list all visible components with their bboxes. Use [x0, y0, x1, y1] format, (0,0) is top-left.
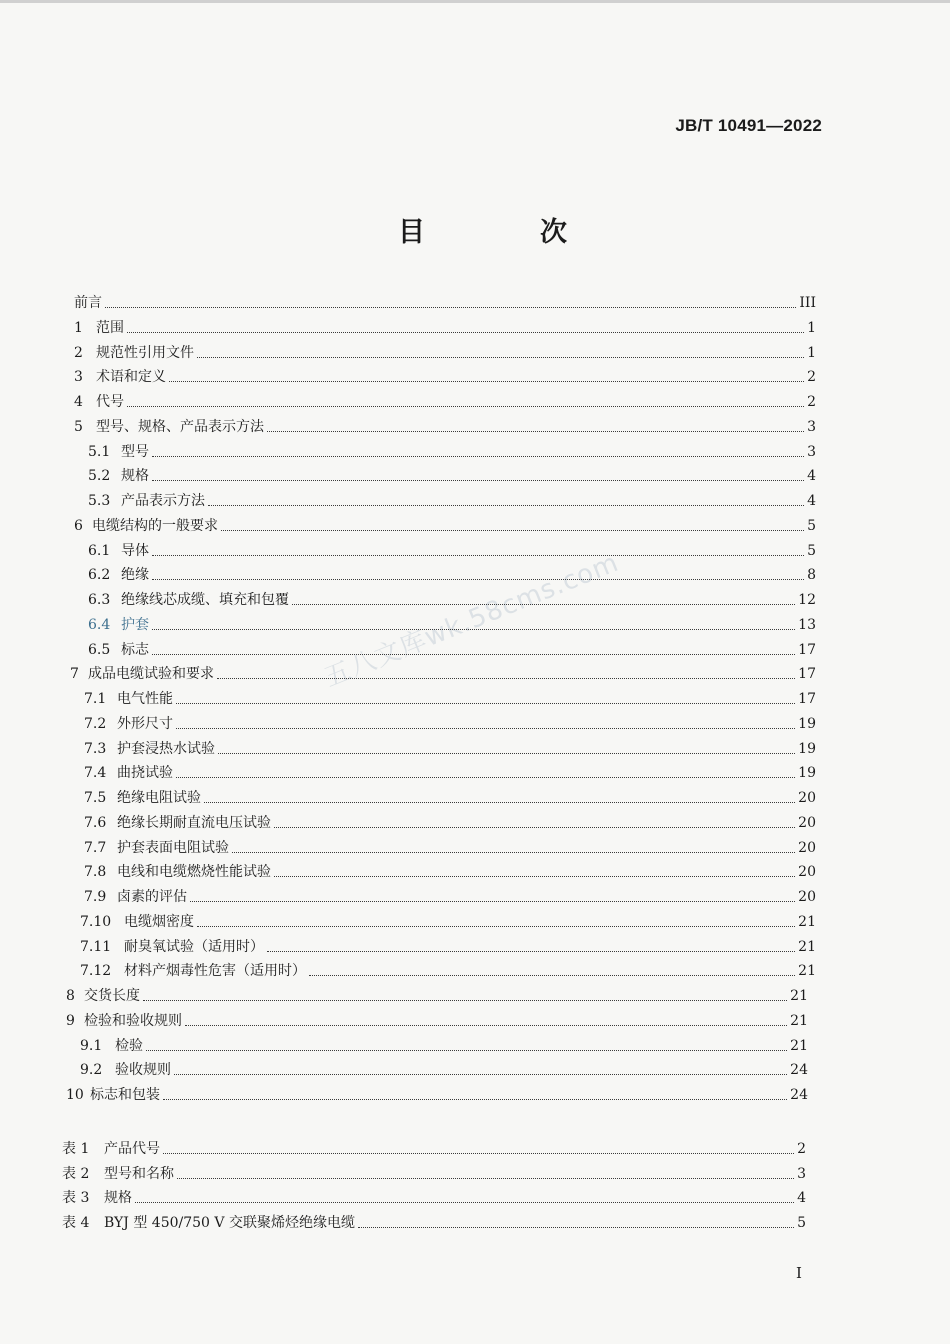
- entry-page: 20: [798, 790, 816, 806]
- toc-entry[interactable]: [84, 834, 816, 858]
- entry-page: 24: [790, 1062, 808, 1079]
- dot-leader: [169, 381, 804, 382]
- entry-number: 6.4: [88, 616, 111, 633]
- toc-entry[interactable]: [88, 636, 816, 660]
- toc-entry[interactable]: [84, 735, 816, 759]
- entry-label: 验收规则: [115, 1062, 171, 1079]
- entry-label: 标志: [121, 641, 149, 658]
- entry-label: 成品电缆试验和要求: [88, 666, 214, 683]
- entry-label: 型号、规格、产品表示方法: [96, 418, 264, 435]
- entry-label: 外形尺寸: [117, 715, 173, 732]
- entry-label: 前言: [74, 295, 102, 311]
- entry-page: 20: [798, 839, 816, 856]
- entry-number: 6: [74, 517, 83, 534]
- entry-label: 绝缘电阻试验: [117, 790, 201, 806]
- entry-number: 9: [66, 1012, 75, 1029]
- dot-leader: [217, 678, 795, 679]
- entry-page: 2: [807, 369, 816, 386]
- dot-leader: [218, 753, 795, 754]
- entry-page: 5: [807, 542, 816, 559]
- entry-page: 20: [798, 889, 816, 905]
- entry-label: 绝缘长期耐直流电压试验: [117, 814, 271, 831]
- toc-entry[interactable]: [88, 561, 816, 585]
- entry-label: 绝缘线芯成缆、填充和包覆: [121, 592, 289, 608]
- dot-leader: [152, 555, 804, 556]
- dot-leader: [152, 579, 804, 580]
- dot-leader: [208, 505, 804, 506]
- dot-leader: [309, 975, 795, 976]
- dot-leader: [185, 1025, 787, 1026]
- entry-page: 21: [798, 913, 816, 930]
- entry-label: 曲挠试验: [117, 765, 173, 782]
- table-list-entry[interactable]: [62, 1160, 806, 1184]
- dot-leader: [267, 431, 804, 432]
- watermark-text: 五八文库wk.58cms.com: [320, 547, 624, 694]
- dot-leader: [177, 1178, 794, 1179]
- entry-page: 3: [797, 1165, 806, 1182]
- dot-leader: [204, 802, 795, 803]
- entry-label: 耐臭氧试验（适用时）: [124, 938, 264, 955]
- entry-label: 卤素的评估: [117, 889, 187, 905]
- entry-number: 6.5: [88, 641, 111, 658]
- entry-number: 9.2: [80, 1062, 103, 1079]
- toc-entry[interactable]: [84, 883, 816, 907]
- toc-entry[interactable]: [88, 462, 816, 486]
- entry-page: 19: [798, 715, 816, 732]
- dot-leader: [221, 530, 804, 531]
- dot-leader: [146, 1050, 787, 1051]
- entry-label: 护套: [121, 616, 149, 633]
- entry-page: III: [799, 295, 816, 311]
- entry-page: 17: [798, 666, 816, 683]
- toc-entry[interactable]: [84, 685, 816, 709]
- entry-page: 2: [797, 1141, 806, 1157]
- toc-entry[interactable]: [74, 339, 816, 363]
- entry-number: 1: [74, 319, 83, 336]
- toc-entry[interactable]: [74, 512, 816, 536]
- dot-leader: [152, 629, 795, 630]
- entry-label: 电缆烟密度: [124, 913, 194, 930]
- entry-label: 导体: [121, 542, 149, 559]
- entry-label: 电气性能: [117, 691, 173, 707]
- entry-page: 4: [807, 468, 816, 485]
- entry-number: 5.2: [88, 468, 111, 485]
- entry-label: 护套浸热水试验: [117, 740, 215, 757]
- entry-number: 7: [70, 666, 79, 683]
- entry-number: 7.11: [80, 938, 112, 955]
- toc-entry[interactable]: [88, 611, 816, 635]
- dot-leader: [358, 1227, 794, 1228]
- toc-entry[interactable]: [88, 487, 816, 511]
- entry-number: 9.1: [80, 1037, 103, 1054]
- entry-page: 19: [798, 765, 816, 782]
- toc-entry[interactable]: [88, 438, 816, 462]
- entry-label: 型号: [121, 443, 149, 460]
- entry-page: 21: [798, 938, 816, 955]
- entry-number: 7.12: [80, 963, 112, 980]
- entry-label: 电线和电缆燃烧性能试验: [117, 864, 271, 881]
- toc-entry[interactable]: [80, 908, 816, 932]
- entry-label: 型号和名称: [104, 1165, 174, 1182]
- table-list-entry[interactable]: [62, 1184, 806, 1208]
- entry-page: 21: [798, 963, 816, 980]
- entry-page: 17: [798, 641, 816, 658]
- entry-number: 7.8: [84, 864, 107, 881]
- entry-label: 交货长度: [84, 988, 140, 1004]
- entry-label: 材料产烟毒性危害（适用时）: [124, 963, 306, 980]
- entry-page: 5: [807, 517, 816, 534]
- entry-number: 5.1: [88, 443, 111, 460]
- dot-leader: [176, 703, 795, 704]
- entry-page: 21: [790, 1012, 808, 1029]
- entry-page: 17: [798, 691, 816, 707]
- entry-number: 表 4: [62, 1214, 90, 1231]
- dot-leader: [105, 307, 796, 308]
- dot-leader: [152, 456, 804, 457]
- dot-leader: [174, 1074, 787, 1075]
- toc-entry[interactable]: [80, 1056, 808, 1080]
- entry-label: 范围: [96, 319, 124, 336]
- standard-code: JB/T 10491—2022: [675, 116, 822, 135]
- toc-entry[interactable]: [74, 289, 816, 313]
- toc-entry[interactable]: [84, 858, 816, 882]
- entry-number: 表 3: [62, 1190, 90, 1207]
- entry-page: 3: [807, 443, 816, 460]
- entry-number: 表 1: [62, 1141, 90, 1157]
- entry-label: 电缆结构的一般要求: [92, 517, 218, 534]
- toc-entry[interactable]: [80, 933, 816, 957]
- dot-leader: [143, 1000, 787, 1001]
- entry-number: 7.3: [84, 740, 107, 757]
- toc-entry[interactable]: [66, 1081, 808, 1105]
- entry-page: 3: [807, 418, 816, 435]
- entry-page: 1: [807, 319, 816, 336]
- toc-entry[interactable]: [80, 957, 816, 981]
- dot-leader: [127, 332, 804, 333]
- entry-number: 5: [74, 418, 83, 435]
- entry-number: 5.3: [88, 493, 111, 509]
- entry-label: 代号: [96, 394, 124, 410]
- entry-page: 19: [798, 740, 816, 757]
- entry-page: 12: [798, 592, 816, 608]
- dot-leader: [176, 728, 795, 729]
- entry-page: 20: [798, 814, 816, 831]
- toc-entry[interactable]: [84, 710, 816, 734]
- dot-leader: [135, 1202, 794, 1203]
- entry-label: BYJ 型 450/750 V 交联聚烯烃绝缘电缆: [104, 1214, 355, 1231]
- entry-number: 7.6: [84, 814, 107, 831]
- dot-leader: [190, 901, 795, 902]
- toc-entry[interactable]: [88, 586, 816, 610]
- dot-leader: [232, 852, 795, 853]
- scan-edge: [0, 0, 950, 3]
- dot-leader: [274, 876, 795, 877]
- entry-number: 7.7: [84, 839, 107, 856]
- toc-entry[interactable]: [74, 388, 816, 412]
- table-list-entry[interactable]: [62, 1209, 806, 1233]
- entry-label: 规格: [121, 468, 149, 485]
- toc-entry[interactable]: [84, 759, 816, 783]
- entry-page: 20: [798, 864, 816, 881]
- dot-leader: [292, 604, 795, 605]
- entry-page: 5: [797, 1214, 806, 1231]
- dot-leader: [267, 951, 795, 952]
- dot-leader: [152, 480, 804, 481]
- toc-entry[interactable]: [80, 1032, 808, 1056]
- entry-number: 8: [66, 988, 75, 1004]
- entry-label: 规范性引用文件: [96, 344, 194, 361]
- toc-entry[interactable]: [70, 660, 816, 684]
- entry-page: 21: [790, 1037, 808, 1054]
- entry-label: 规格: [104, 1190, 132, 1207]
- entry-number: 7.5: [84, 790, 107, 806]
- entry-number: 7.10: [80, 913, 112, 930]
- dot-leader: [197, 357, 804, 358]
- entry-label: 检验和验收规则: [84, 1012, 182, 1029]
- entry-number: 6.3: [88, 592, 111, 608]
- entry-label: 标志和包装: [90, 1087, 160, 1103]
- dot-leader: [197, 926, 795, 927]
- dot-leader: [176, 777, 795, 778]
- entry-label: 绝缘: [121, 567, 149, 584]
- entry-number: 7.4: [84, 765, 107, 782]
- entry-page: 4: [807, 493, 816, 509]
- entry-number: 7.2: [84, 715, 107, 732]
- entry-number: 4: [74, 394, 83, 410]
- dot-leader: [163, 1099, 787, 1100]
- entry-page: 2: [807, 394, 816, 410]
- toc-entry[interactable]: [66, 982, 808, 1006]
- page-number: I: [796, 1264, 802, 1282]
- entry-label: 产品代号: [104, 1141, 160, 1157]
- entry-page: 24: [790, 1087, 808, 1103]
- entry-number: 7.9: [84, 889, 107, 905]
- entry-label: 检验: [115, 1037, 143, 1054]
- dot-leader: [163, 1153, 794, 1154]
- entry-number: 6.2: [88, 567, 111, 584]
- entry-number: 7.1: [84, 691, 107, 707]
- entry-label: 产品表示方法: [121, 493, 205, 509]
- entry-page: 13: [798, 616, 816, 633]
- page-title: 目 次: [398, 217, 611, 248]
- entry-page: 1: [807, 344, 816, 361]
- entry-number: 6.1: [88, 542, 111, 559]
- toc-entry[interactable]: [74, 363, 816, 387]
- toc-entry[interactable]: [66, 1007, 808, 1031]
- dot-leader: [274, 827, 795, 828]
- entry-page: 4: [797, 1190, 806, 1207]
- toc-entry[interactable]: [74, 413, 816, 437]
- entry-number: 表 2: [62, 1165, 90, 1182]
- entry-number: 2: [74, 344, 83, 361]
- entry-page: 21: [790, 988, 808, 1004]
- table-list-entry[interactable]: [62, 1135, 806, 1159]
- entry-label: 术语和定义: [96, 369, 166, 386]
- entry-page: 8: [807, 567, 816, 584]
- entry-label: 护套表面电阻试验: [117, 839, 229, 856]
- toc-entry[interactable]: [88, 537, 816, 561]
- dot-leader: [127, 406, 804, 407]
- toc-entry[interactable]: [74, 314, 816, 338]
- toc-entry[interactable]: [84, 784, 816, 808]
- dot-leader: [152, 654, 795, 655]
- entry-number: 10: [66, 1087, 84, 1103]
- toc-entry[interactable]: [84, 809, 816, 833]
- entry-number: 3: [74, 369, 83, 386]
